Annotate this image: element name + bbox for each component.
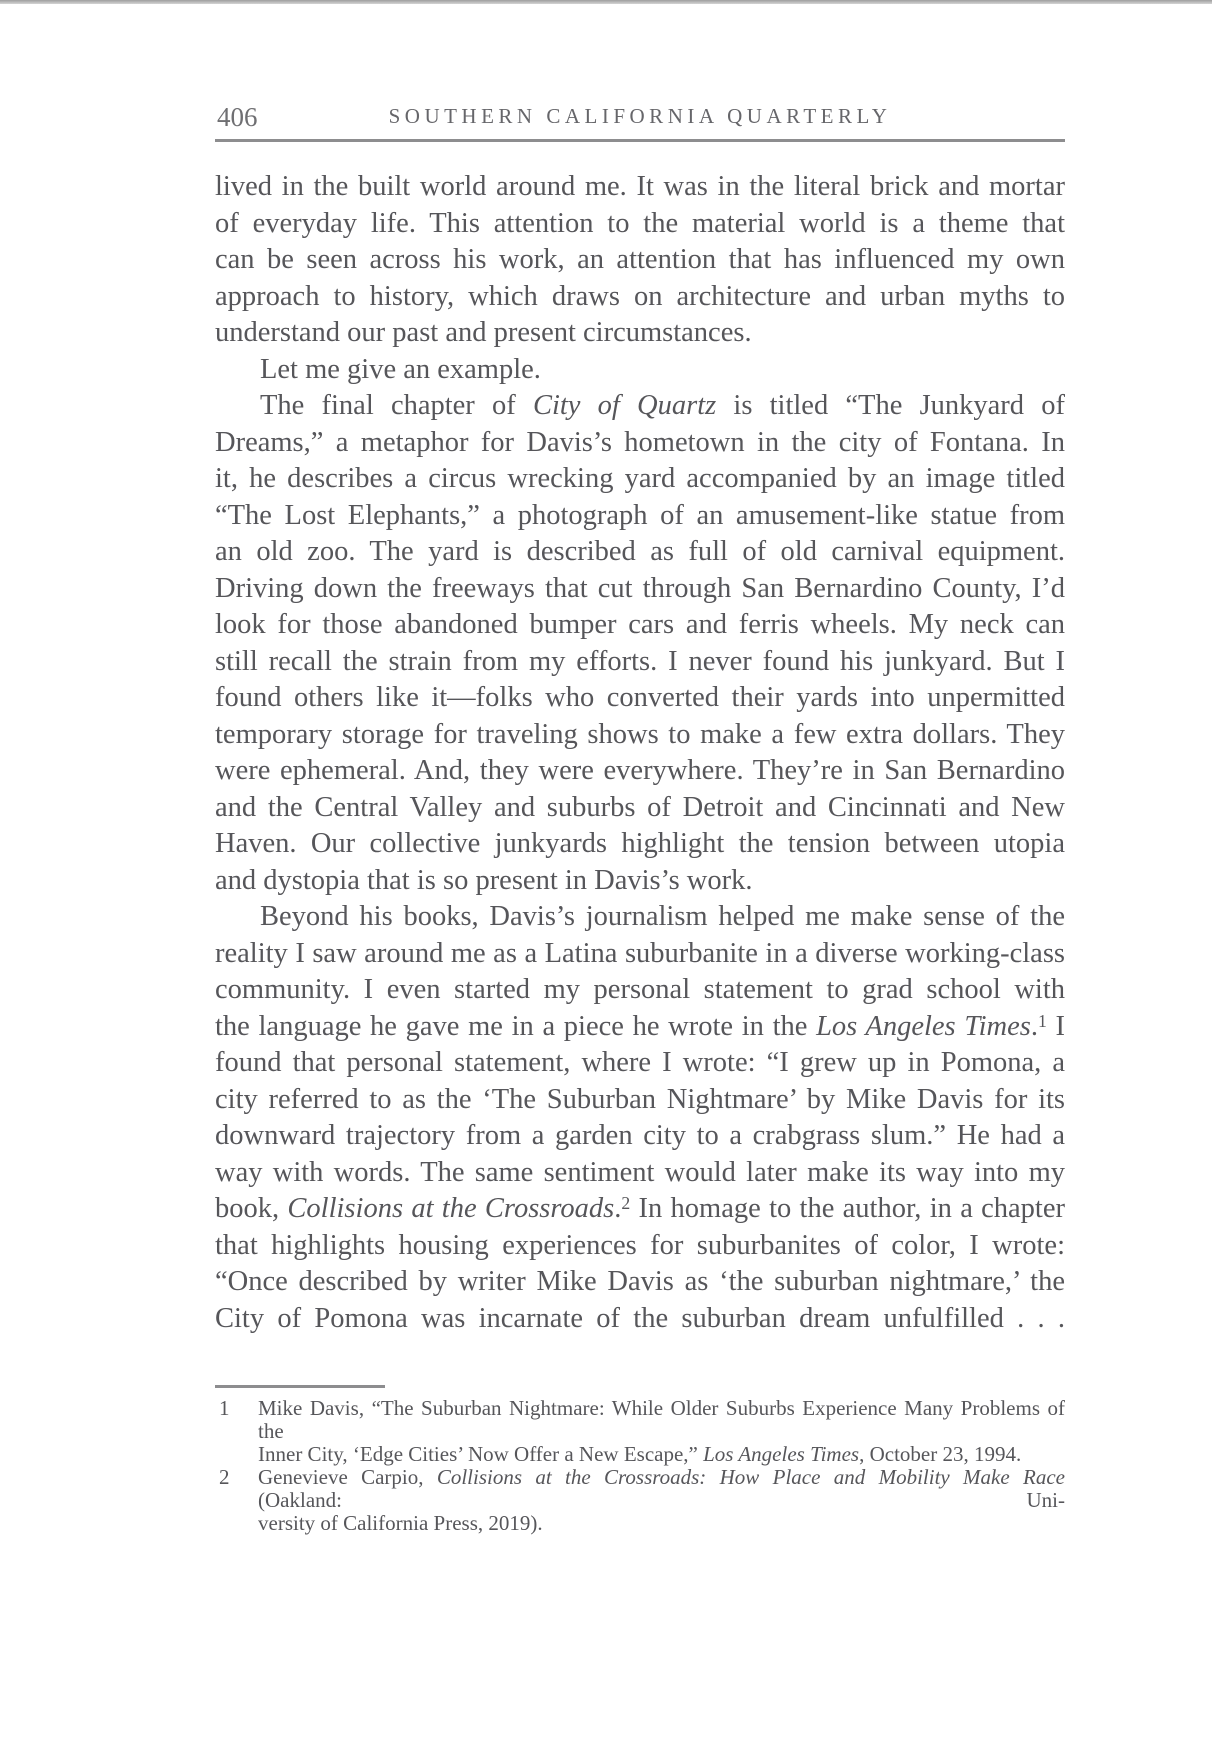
text-line: downward trajectory from a garden city to a crabgrass slum.” He had a [215,1120,1065,1151]
text-line: book, Collisions at the Crossroads.$^2$ In homage to the author, in a chapter [215,1193,1065,1224]
text-line: found others like it—folks who converted their yards into unpermitted [215,682,1065,713]
text-line: that highlights housing experiences for suburbanites of color, I wrote: [215,1229,1065,1261]
text-line: way with words. The same sentiment would later make its way into my [215,1156,1065,1188]
text-line: Haven. Our collective junkyards highlight the tension between utopia [215,828,1065,859]
text-line: reality I saw around me as a Latina suburbanite in a diverse working-class [215,937,1065,969]
text-line: Driving down the freeways that cut through San Bernardino County, I’d [215,572,1065,604]
text-line: and dystopia that is so present in Davis’s work. [215,864,753,896]
text-line: Inner City, ‘Edge Cities’ Now Offer a New Escape,” Los Angeles Times, October 23, 1994. [258,1442,1022,1466]
paragraph [215,388,1065,899]
text-line: Let me give an example. [260,353,541,385]
text-line: were ephemeral. And, they were everywhere. They’re in San Bernardino [215,755,1065,786]
journal-title: SOUTHERN CALIFORNIA QUARTERLY [388,104,892,128]
text-line: the language he gave me in a piece he wrote in the Los Angeles Times.$^1$ I [215,1010,1065,1042]
article-body [215,169,1065,1337]
text-line: Mike Davis, “The Suburban Nightmare: While Older Suburbs Experience Many Problems of the [258,1396,1065,1443]
paragraph [215,899,1065,1337]
header-rule [215,139,1065,142]
footnote [215,1397,1065,1466]
text-line: community. I even started my personal statement to grad school with [215,974,1065,1005]
text-line: look for those abandoned bumper cars and ferris wheels. My neck can [215,609,1065,640]
text-line: understand our past and present circumstances. [215,317,752,348]
text-line: Genevieve Carpio, Collisions at the Crossroads: How Place and Mobility Make Race (Oakland: Uni- [258,1465,1065,1512]
text-column [215,101,1065,1535]
text-line: Dreams,” a metaphor for Davis’s hometown in the city of Fontana. In [215,426,1065,458]
text-line: Beyond his books, Davis’s journalism helped me make sense of the [260,901,1065,932]
text-line: approach to history, which draws on architecture and urban myths to [215,280,1065,312]
text-line: City of Pomona was incarnate of the suburban dream unfulfilled . . . [215,1302,1065,1334]
text-line: city referred to as the ‘The Suburban Nightmare’ by Mike Davis for its [215,1083,1065,1115]
text-line: The final chapter of City of Quartz is titled “The Junkyard of [260,390,1065,421]
footnote-number: 2 [219,1465,230,1489]
footnote-number: 1 [219,1396,230,1420]
window-top-edge [0,0,1212,4]
footnotes [215,1397,1065,1535]
text-line: “Once described by writer Mike Davis as ‘the suburban nightmare,’ the [215,1266,1065,1297]
running-header [215,101,1065,131]
text-line: and the Central Valley and suburbs of Detroit and Cincinnati and New [215,791,1065,823]
text-line: “The Lost Elephants,” a photograph of an amusement-like statue from [215,499,1065,531]
text-line: of everyday life. This attention to the material world is a theme that [215,207,1065,239]
page-number: 406 [217,102,258,132]
text-line: temporary storage for traveling shows to make a few extra dollars. They [215,718,1065,750]
text-line: it, he describes a circus wrecking yard accompanied by an image titled [215,463,1065,494]
text-line: versity of California Press, 2019). [258,1511,543,1535]
paragraph [215,352,1065,389]
footnote [215,1466,1065,1535]
text-line: an old zoo. The yard is described as full of old carnival equipment. [215,536,1065,567]
text-line: lived in the built world around me. It was in the literal brick and mortar [215,171,1065,202]
paragraph [215,169,1065,352]
text-line: still recall the strain from my efforts. I never found his junkyard. But I [215,645,1065,677]
text-line: can be seen across his work, an attention that has influenced my own [215,244,1065,275]
footnote-rule [215,1385,385,1388]
text-line: found that personal statement, where I wrote: “I grew up in Pomona, a [215,1047,1065,1078]
